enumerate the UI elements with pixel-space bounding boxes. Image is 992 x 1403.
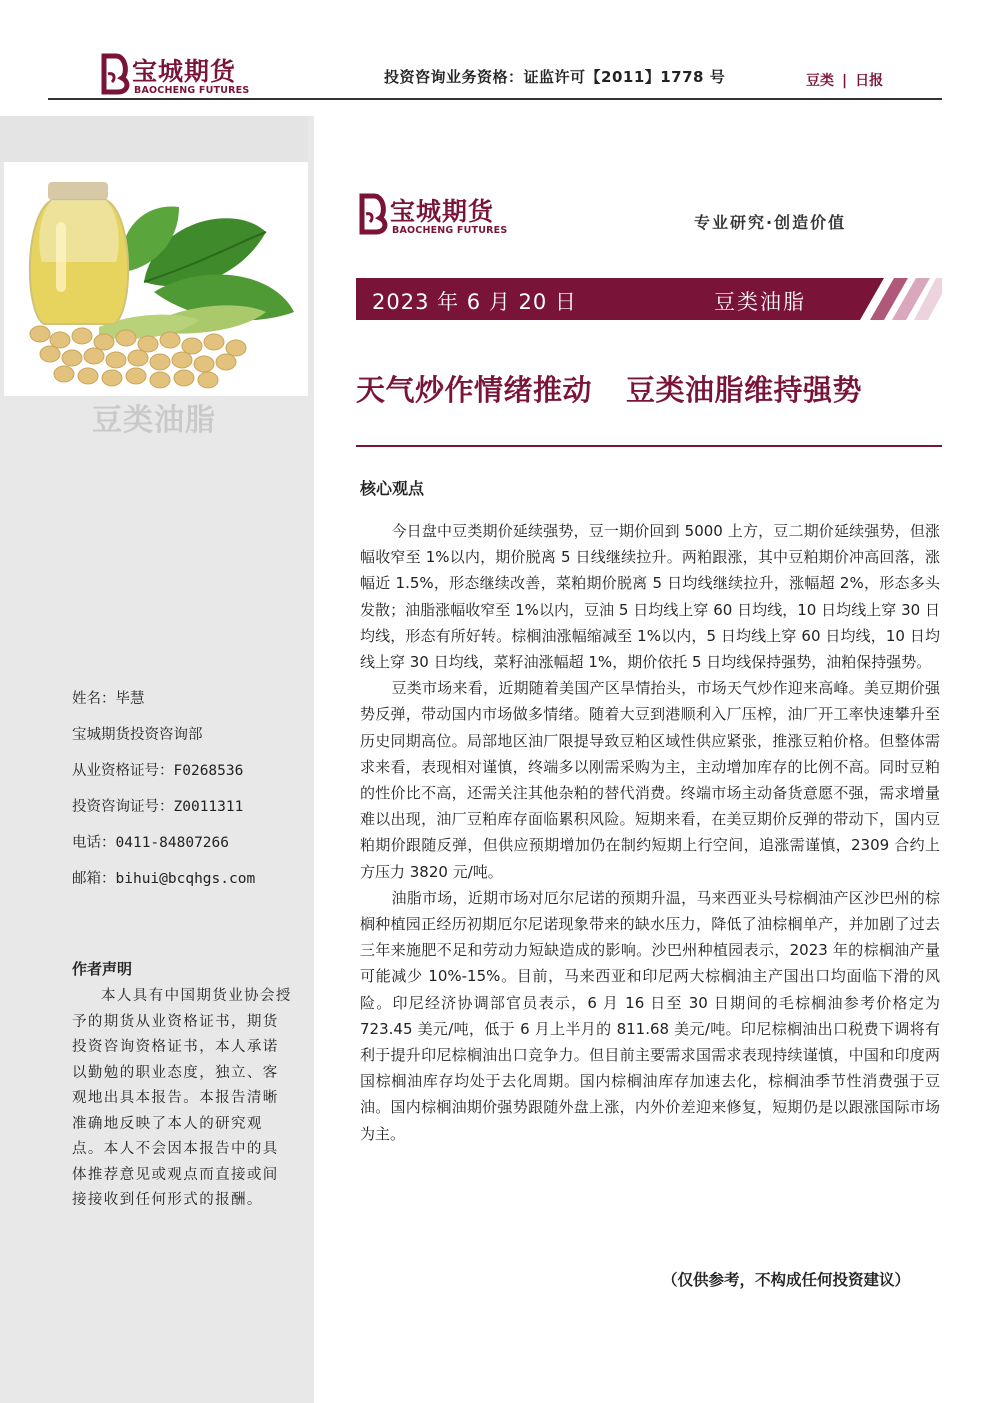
report-brand-en: BAOCHENG FUTURES — [392, 225, 508, 236]
brand-b-icon — [356, 192, 392, 236]
headline-part-2: 豆类油脂维持强势 — [626, 373, 863, 407]
analyst-name: 姓名：毕慧 — [72, 691, 145, 707]
consulting-license-number: 投资咨询证号：Z0011311 — [72, 799, 244, 815]
qualification-number: 从业资格证号：F0268536 — [72, 763, 244, 779]
sidebar-section-title: 豆类油脂 — [92, 403, 216, 438]
report-body — [360, 518, 940, 1147]
report-tags — [806, 70, 883, 90]
headline-part-1: 天气炒作情绪推动 — [356, 373, 593, 407]
disclaimer: （仅供参考，不构成任何投资建议） — [662, 1271, 911, 1289]
report-headline — [356, 368, 862, 409]
paragraph-soybean-market: 豆类市场来看，近期随着美国产区旱情抬头，市场天气炒作迎来高峰。美豆期价强势反弹，带动国内市场做多情绪。随着大豆到港顺利入厂压榨，油厂开工率快速攀升至历史同期高位。局部地区油厂限提导致豆粕区域性供应紧张，推涨豆粕价格。但整体需求来看，表现相对谨慎，终端多以刚需采购为主，主动增加库存的比例不高。同时豆粕的性价比不高，还需关注其他杂粕的替代消费。终端市场主动备货意愿不强，需求增量难以出现，油厂豆粕库存面临累积风险。短期来看，在美豆期价反弹的带动下，国内豆粕期价跟随反弹，但供应预期增加仍在制约短期上行空间，追涨需谨慎，2309 合约上方压力 3820 元/吨。 — [360, 679, 940, 881]
date-banner — [356, 278, 942, 320]
tag-separator: | — [842, 73, 848, 89]
paragraph-overview: 今日盘中豆类期价延续强势，豆一期价回到 5000 上方，豆二期价延续强势，但涨幅收窄至 1%以内，期价脱离 5 日线继续拉升。两粕跟涨，其中豆粕期价冲高回落，涨幅近 1.5%，形态继续改善，菜粕期价脱离 5 日均线继续拉升，涨幅超 2%，形态多头发散；油脂涨幅收窄至 1%以内，豆油 5 日均线上穿 60 日均线，10 日均线上穿 30 日均线，形态有所好转。棕榈油涨幅缩减至 1%以内，5 日均线上穿 60 日均线，10 日均线上穿 30 日均线，菜籽油涨幅超 1%，期价依托 5 日均线保持强势，油粕保持强势。 — [360, 522, 940, 672]
report-date: 2023 年 6 月 20 日 — [372, 290, 577, 314]
declaration-title: 作者声明 — [72, 960, 133, 978]
tag-category: 豆类 — [806, 73, 834, 89]
header-brand-cn: 宝城期货 — [132, 57, 237, 86]
report-logo — [356, 192, 526, 238]
soybean-oil-illustration — [4, 162, 308, 396]
header-brand-en: BAOCHENG FUTURES — [134, 85, 250, 96]
sidebar-top-band — [0, 116, 308, 162]
analyst-department: 宝城期货投资咨询部 — [72, 727, 203, 743]
analyst-contact — [72, 688, 255, 904]
tag-frequency: 日报 — [855, 73, 884, 89]
report-brand-cn: 宝城期货 — [390, 197, 495, 226]
declaration-body: 本人具有中国期货业协会授予的期货从业资格证书，期货投资咨询资格证书，本人承诺以勤勉的职业态度，独立、客观地出具本报告。本报告清晰准确地反映了本人的研究观点。本人不会因本报告中的具体推荐意见或观点而直接或间接接收到任何形式的报酬。 — [72, 988, 292, 1208]
license-text: 投资咨询业务资格：证监许可【2011】1778 号 — [384, 68, 726, 86]
report-category: 豆类油脂 — [714, 290, 806, 314]
core-view-title: 核心观点 — [360, 479, 425, 498]
brand-slogan: 专业研究·创造价值 — [694, 213, 847, 232]
analyst-phone: 电话：0411-84807266 — [72, 835, 229, 851]
paragraph-oil-market: 油脂市场，近期市场对厄尔尼诺的预期升温，马来西亚头号棕榈油产区沙巴州的棕榈种植园正经历初期厄尔尼诺现象带来的缺水压力，降低了油棕榈单产，并加剧了过去三年来施肥不足和劳动力短缺造成的影响。沙巴州种植园表示，2023 年的棕榈油产量可能减少 10%-15%。目前，马来西亚和印尼两大棕榈油主产国出口均面临下滑的风险。印尼经济协调部官员表示，6 月 16 日至 30 日期间的毛棕榈油参考价格定为 723.45 美元/吨，低于 6 月上半月的 811.68 美元/吨。印尼棕榈油出口税费下调将有利于提升印尼棕榈油出口竞争力。但目前主要需求国需求表现持续谨慎，中国和印度两国棕榈油库存均处于去化周期。国内棕榈油库存加速去化，棕榈油季节性消费强于豆油。国内棕榈油期价强势跟随外盘上涨，内外价差迎来修复，短期仍是以跟涨国际市场为主。 — [360, 888, 940, 1143]
analyst-email: 邮箱：bihui@bcqhgs.com — [72, 871, 256, 887]
brand-b-icon — [98, 52, 134, 96]
headline-divider — [356, 445, 942, 447]
header-divider — [48, 98, 942, 100]
header-logo — [98, 52, 258, 98]
hero-image — [4, 162, 308, 396]
